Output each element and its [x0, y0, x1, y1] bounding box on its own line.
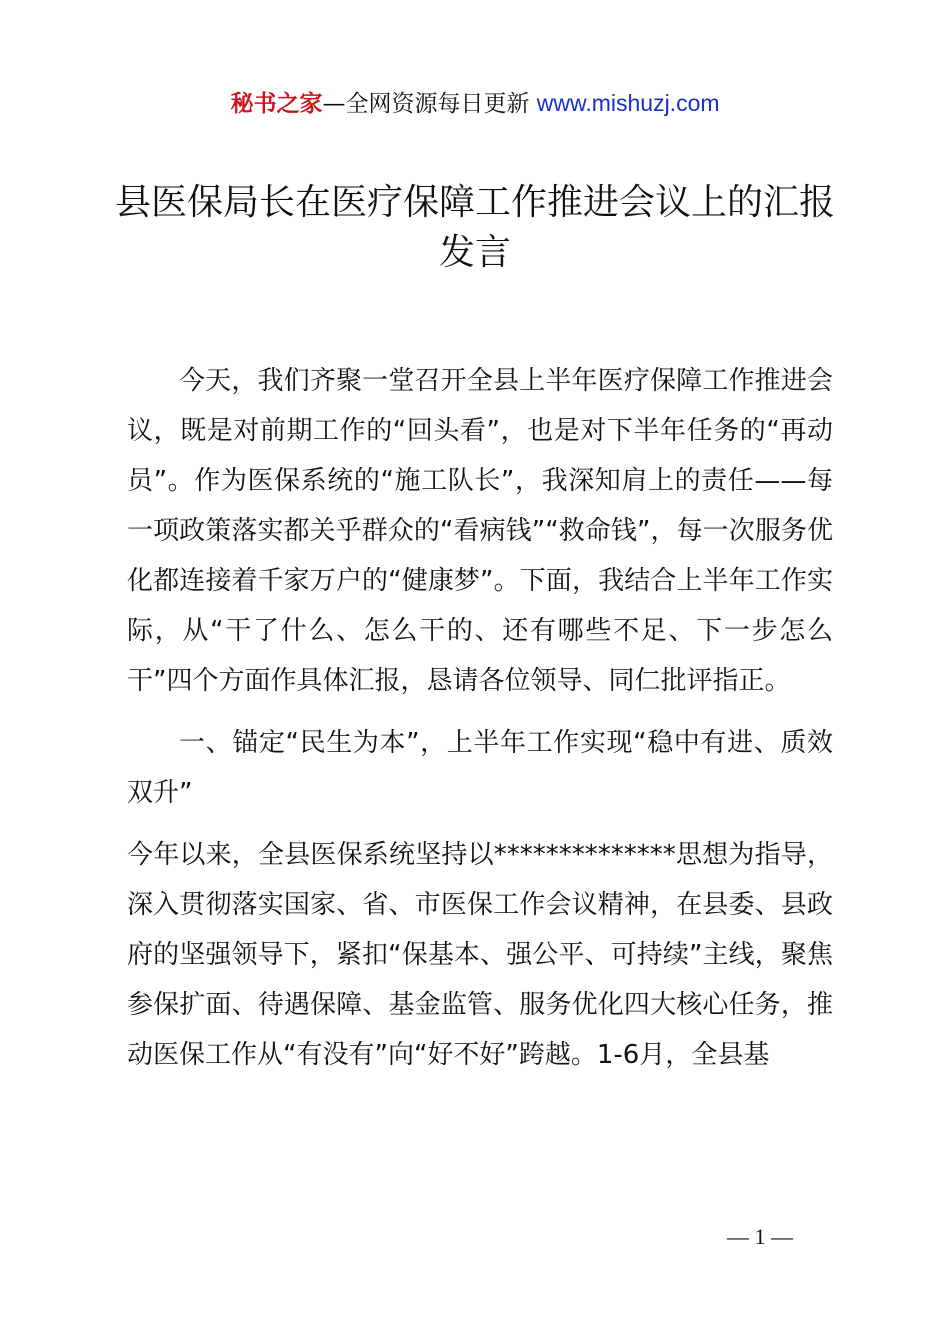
site-header	[0, 86, 950, 121]
page-number: — 1 —	[727, 1224, 793, 1249]
header-tagline: —全网资源每日更新	[322, 91, 530, 117]
brand-name: 秘书之家	[230, 91, 323, 117]
section-1-paragraph: 今年以来，全县医保系统坚持以**************思想为指导，深入贯彻落实国家、省、市医保工作会议精神，在县委、县政府的坚强领导下，紧扣“保基本、强公平、可持续”主线，聚焦参保扩面、待遇保障、基金监管、服务优化四大核心任务，推动医保工作从“有没有”向“好不好”跨越。1-6月，全县基	[127, 840, 833, 1070]
intro-paragraph: 今天，我们齐聚一堂召开全县上半年医疗保障工作推进会议，既是对前期工作的“回头看”，也是对下半年任务的“再动员”。作为医保系统的“施工队长”，我深知肩上的责任——每一项政策落实都关乎群众的“看病钱”“救命钱”，每一次服务优化都连接着千家万户的“健康梦”。下面，我结合上半年工作实际，从“干了什么、怎么干的、还有哪些不足、下一步怎么干”四个方面作具体汇报，恳请各位领导、同仁批评指正。	[127, 366, 833, 696]
document-body	[127, 356, 833, 1080]
section-1-heading: 一、锚定“民生为本”，上半年工作实现“稳中有进、质效双升”	[127, 728, 833, 808]
document-title: 县医保局长在医疗保障工作推进会议上的汇报发言	[114, 182, 835, 273]
website-link[interactable]: www.mishuzj.com	[536, 90, 720, 116]
